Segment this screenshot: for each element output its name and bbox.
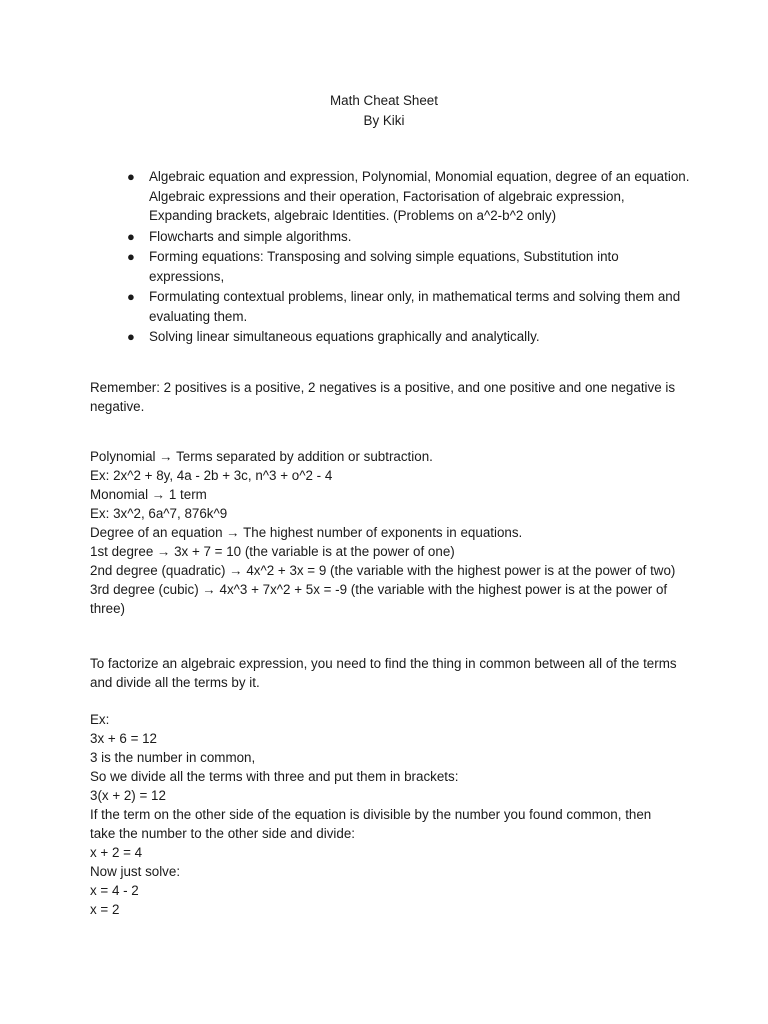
bullet-icon: ● — [127, 228, 135, 244]
example-line: 3x + 6 = 12 — [90, 731, 158, 746]
topic-item — [90, 327, 690, 347]
example-line: 3 is the number in common, — [90, 750, 256, 765]
topic-text: Algebraic equation and expression, Polynomial, Monomial equation, degree of an equation. Algebraic expressions and their operation, Factorisation of algebraic expression, Expanding brackets, algebraic Identities. (Problems on a^2-b^2 only) — [149, 169, 690, 223]
example-line: If the term on the other side of the equation is divisible by the number you found common, then take the number to the other side and divide: — [90, 807, 652, 841]
bullet-icon: ● — [127, 169, 135, 184]
definition-line: Ex: 2x^2 + 8y, 4a - 2b + 3c, n^3 + o^2 - 4 — [90, 468, 333, 483]
definition-line: 2nd degree (quadratic) → 4x^2 + 3x = 9 (the variable with the highest power is at the power of two) — [90, 563, 676, 578]
definition-line: 3rd degree (cubic) → 4x^3 + 7x^2 + 5x = -9 (the variable with the highest power is at the power of three) — [90, 582, 668, 616]
example-line: Ex: — [90, 712, 110, 727]
topic-item — [90, 247, 690, 286]
remember-paragraph: Remember: 2 positives is a positive, 2 negatives is a positive, and one positive and one negative is negative. — [90, 380, 676, 414]
example-line: So we divide all the terms with three and put them in brackets: — [90, 769, 459, 784]
definition-line: 1st degree → 3x + 7 = 10 (the variable is at the power of one) — [90, 544, 455, 559]
title-block — [0, 91, 768, 131]
example-line: x = 2 — [90, 902, 120, 917]
author-line: By Kiki — [363, 113, 405, 128]
topic-item — [90, 227, 690, 247]
topic-text: Formulating contextual problems, linear only, in mathematical terms and solving them and evaluating them. — [149, 289, 681, 324]
topic-item — [90, 167, 690, 226]
topic-text: Flowcharts and simple algorithms. — [149, 228, 352, 244]
example-line: x = 4 - 2 — [90, 883, 139, 898]
definition-line: Monomial → 1 term — [90, 487, 207, 502]
example-line: 3(x + 2) = 12 — [90, 788, 166, 803]
factorize-paragraph: To factorize an algebraic expression, you need to find the thing in common between all of the terms and divide all the terms by it. — [90, 656, 677, 690]
topics-list — [90, 167, 690, 348]
bullet-icon: ● — [127, 249, 135, 264]
topic-item — [90, 287, 690, 326]
page-title: Math Cheat Sheet — [330, 93, 438, 108]
definition-line: Ex: 3x^2, 6a^7, 876k^9 — [90, 506, 228, 521]
topic-text: Forming equations: Transposing and solving simple equations, Substitution into expressions, — [149, 249, 619, 284]
example-line: x + 2 = 4 — [90, 845, 143, 860]
example-block — [90, 710, 680, 919]
definition-line: Degree of an equation → The highest number of exponents in equations. — [90, 525, 523, 540]
definitions-block — [90, 447, 680, 618]
example-line: Now just solve: — [90, 864, 181, 879]
bullet-icon: ● — [127, 289, 135, 304]
definition-line: Polynomial → Terms separated by addition or subtraction. — [90, 449, 433, 464]
topic-text: Solving linear simultaneous equations graphically and analytically. — [149, 329, 540, 344]
bullet-icon: ● — [127, 329, 135, 344]
